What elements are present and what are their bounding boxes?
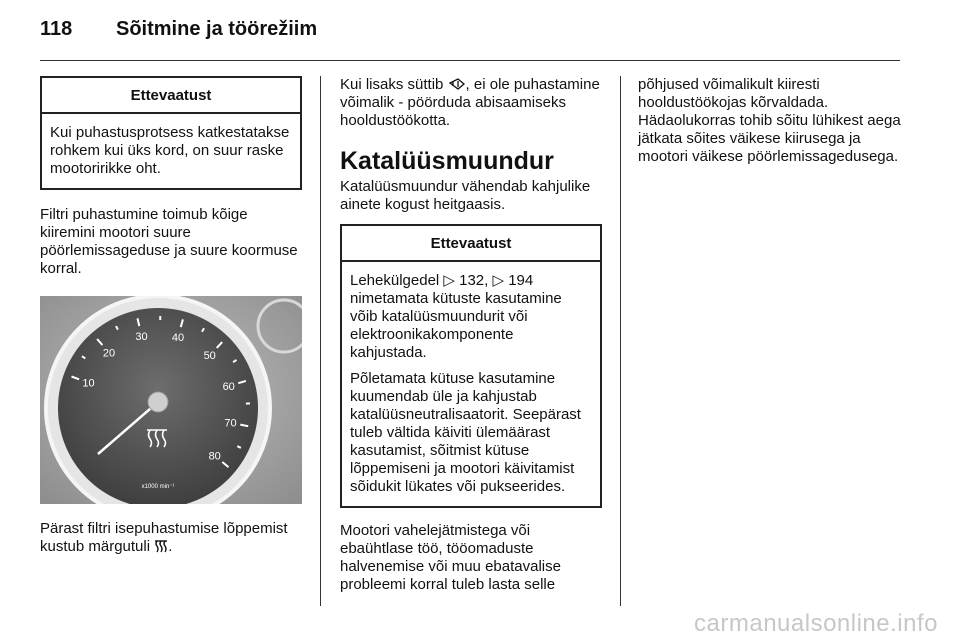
page-ref-icon: ▷ xyxy=(492,272,509,289)
gauge-tick-label: 70 xyxy=(224,417,237,430)
tachometer-svg xyxy=(40,296,302,504)
warning-paragraph-2: Põletamata kütuse kasutamine kuumendab üle ja kahjustab katalüüsneutralisaatorit. Seepärast tuleb vältida käiviti ülemäärast kasutamist, sõitmist kütuse lõppemiseni ja mootori käivitamist sõidukit lükates või pukseerides. xyxy=(350,370,581,495)
warning-box-1 xyxy=(40,76,302,190)
warning-title: Ettevaatust xyxy=(42,78,300,114)
paragraph-causes: põhjused võimalikult kiiresti hooldustöökojas kõrvaldada. Hädaolukorras tohib sõitu lühikest aega jätkata sõites väikese kiirusega ja mootori väikese pöörlemissagedusega. xyxy=(638,76,901,165)
gauge-tick-label: 30 xyxy=(135,330,148,343)
para-top-text: Kui lisaks süttib xyxy=(340,76,448,93)
warning-title: Ettevaatust xyxy=(342,226,600,262)
para2-end: . xyxy=(168,538,173,555)
gauge-unit-label: x1000 min⁻¹ xyxy=(141,484,175,490)
gauge-tick-label: 80 xyxy=(208,450,221,463)
gauge-tick-label: 20 xyxy=(102,347,116,360)
column-divider-1 xyxy=(320,76,321,606)
column-1-bottom xyxy=(40,520,304,556)
column-2 xyxy=(340,76,602,594)
gauge-tick-label: 50 xyxy=(203,350,216,362)
tachometer-image xyxy=(40,296,302,504)
header-rule xyxy=(40,60,900,61)
gauge-tick-label: 10 xyxy=(82,377,95,390)
watermark: carmanualsonline.info xyxy=(694,610,938,637)
paragraph-filter-cleaning: Filtri puhastumine toimub kõige kiiremini mootori suure pöörlemissageduse ja suure koormuse korral. xyxy=(40,206,298,277)
page-number: 118 xyxy=(40,18,73,40)
column-1 xyxy=(40,76,302,278)
paragraph-catalytic-intro: Katalüüsmuundur vähendab kahjulike ainete kogust heitgaasis. xyxy=(340,178,591,213)
engine-icon xyxy=(448,77,466,91)
paragraph-misfire: Mootori vahelejätmistega või ebaühtlase töö, tööomaduste halvenemise või muu ebatavalise probleemi korral tuleb lasta selle xyxy=(340,522,561,593)
para2-text: Pärast filtri isepuhastumise lõppemist kustub märgutuli xyxy=(40,520,288,555)
page-ref-link[interactable]: 132 xyxy=(459,272,485,289)
page-ref-icon: ▷ xyxy=(443,272,460,289)
paragraph-warning-light-off xyxy=(40,520,304,556)
warning-p1-text-end: nimetamata kütuste kasutamine võib katalüüsmuundurit või elektroonikakomponente kahjustada. xyxy=(350,290,562,361)
page-title: Sõitmine ja töörežiim xyxy=(116,18,318,40)
column-divider-2 xyxy=(620,76,621,606)
warning-box-2 xyxy=(340,224,602,508)
gauge-tick-label: 40 xyxy=(171,331,185,344)
column-3 xyxy=(638,76,902,166)
warning-text: Kui puhastusprotsess katkestatakse rohkem kui üks kord, on suur raske mootoririkke oht. xyxy=(50,124,290,177)
paragraph-service-needed xyxy=(340,76,602,130)
gauge-hub xyxy=(148,392,168,412)
glow-plug-icon xyxy=(154,539,168,553)
gauge-tick-label: 60 xyxy=(222,381,235,394)
para-top-text-end: , ei ole puhastamine võimalik - pöörduda abisaamiseks hooldustöökotta. xyxy=(340,76,600,129)
section-heading: Katalüüsmuundur xyxy=(340,147,554,175)
page-ref-link[interactable]: 194 xyxy=(508,272,534,289)
warning-paragraph-1: Lehekülgedel ▷ 132, ▷ 194 nimetamata kütuste kasutamine võib katalüüsmuundurit või elektroonikakomponente kahjustada. xyxy=(350,272,562,361)
warning-p1-text: Lehekülgedel xyxy=(350,272,444,289)
